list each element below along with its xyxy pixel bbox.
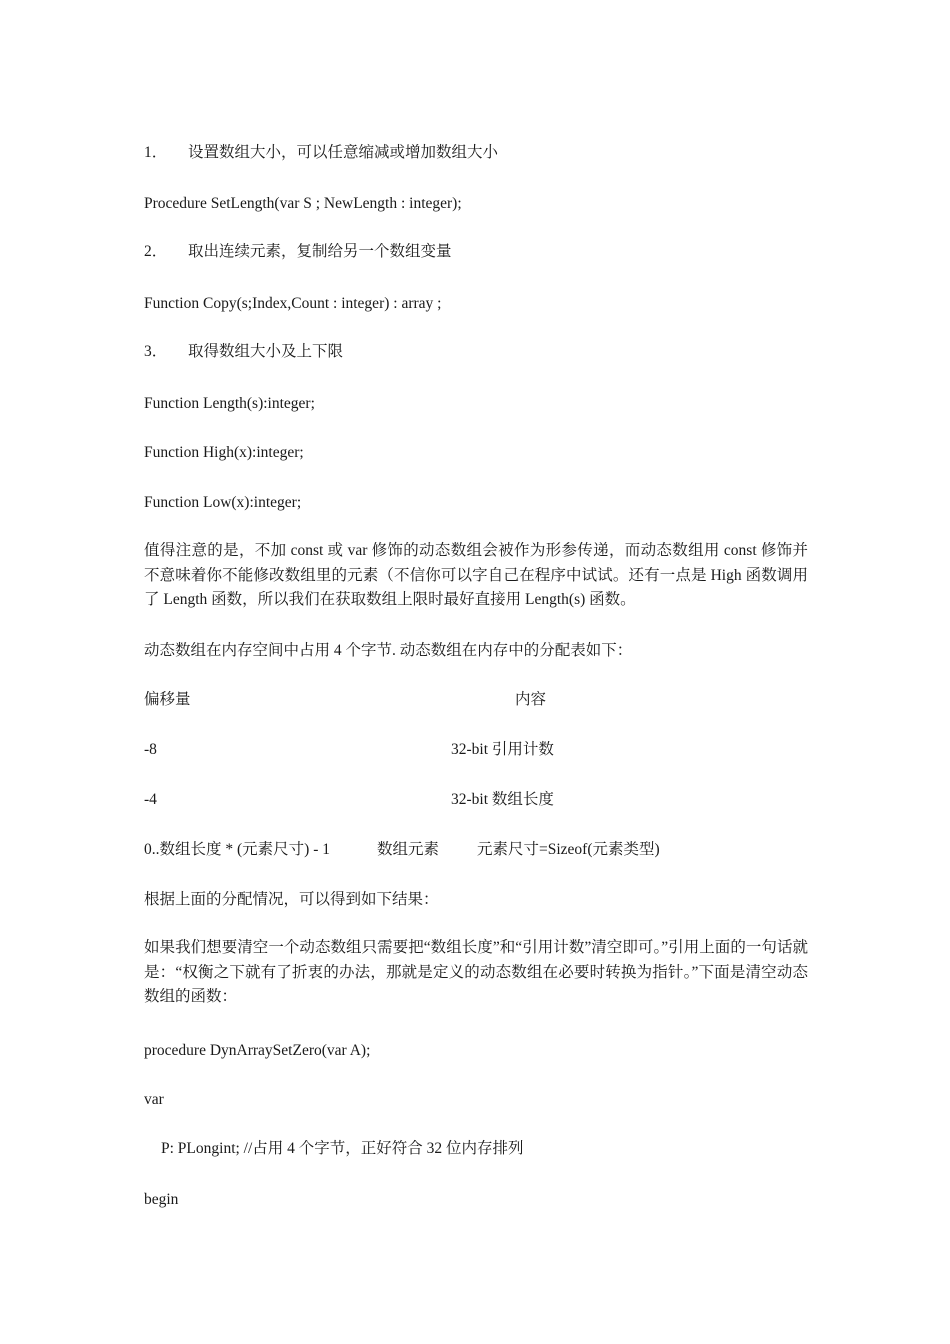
code-low: Function Low(x):integer; [144, 494, 302, 511]
clear-paragraph: 如果我们想要清空一个动态数组只需要把“数组长度”和“引用计数”清空即可。”引用上面的一句话就是：“权衡之下就有了折衷的办法，那就是定义的动态数组在必要时转换为指针。”下面是清空动态数组的函数： [144, 939, 808, 1005]
code-procedure-signature: procedure DynArraySetZero(var A); [144, 1042, 371, 1059]
memory-intro: 动态数组在内存空间中占用 4 个字节. 动态数组在内存中的分配表如下： [144, 642, 633, 659]
list-number: 1． [144, 144, 168, 161]
code-high: Function High(x):integer; [144, 444, 304, 461]
table-header-offset: 偏移量 [144, 691, 191, 708]
code-begin-keyword: begin [144, 1191, 179, 1208]
code-copy: Function Copy(s;Index,Count : integer) : array ; [144, 295, 442, 312]
list-item-2 [144, 242, 452, 262]
table-row-content: 32-bit 引用计数 [451, 741, 554, 758]
table-row-content: 32-bit 数组长度 [451, 791, 554, 808]
table-last-row-offset: 0..数组长度 * (元素尺寸) - 1 [144, 841, 330, 858]
list-item-3 [144, 342, 343, 362]
list-text: 设置数组大小，可以任意缩减或增加数组大小 [188, 144, 499, 161]
list-item-1 [144, 143, 498, 163]
table-last-row-note: 元素尺寸=Sizeof(元素类型) [477, 841, 660, 858]
list-text: 取出连续元素，复制给另一个数组变量 [188, 243, 452, 260]
list-text: 取得数组大小及上下限 [188, 343, 344, 360]
note-paragraph: 值得注意的是，不加 const 或 var 修饰的动态数组会被作为形参传递，而动态数组用 const 修饰并不意味着你不能修改数组里的元素（不信你可以字自己在程序中试试。还有一点是 High 函数调用了 Length 函数，所以我们在获取数组上限时最好直接用 Length(s) 函数。 [144, 542, 808, 608]
table-row-offset: -8 [144, 741, 157, 758]
table-row-offset: -4 [144, 791, 157, 808]
code-length: Function Length(s):integer; [144, 395, 315, 412]
code-var-keyword: var [144, 1091, 164, 1108]
table-header-content: 内容 [515, 691, 547, 708]
result-intro: 根据上面的分配情况，可以得到如下结果： [144, 891, 439, 908]
list-number: 2． [144, 243, 168, 260]
list-number: 3． [144, 343, 168, 360]
code-setlength: Procedure SetLength(var S ; NewLength : integer); [144, 195, 462, 212]
table-last-row-content: 数组元素 [377, 841, 440, 858]
code-var-declaration: P: PLongint; //占用 4 个字节，正好符合 32 位内存排列 [161, 1140, 524, 1157]
